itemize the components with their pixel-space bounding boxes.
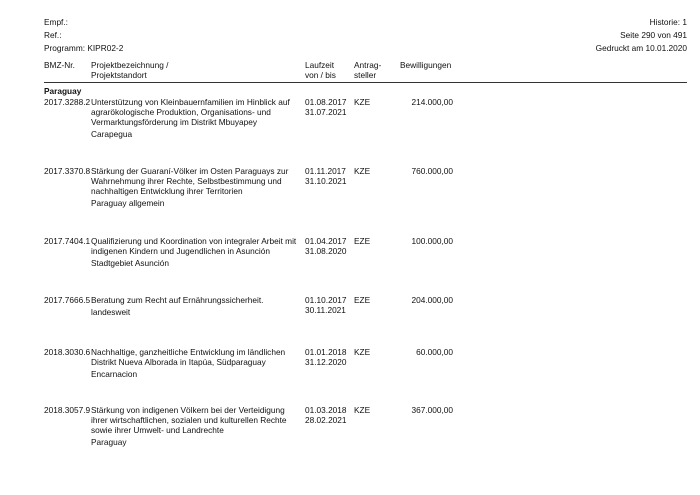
start-date: 01.03.2018 — [305, 405, 347, 415]
programm-label: Programm: KIPR02-2 — [44, 43, 124, 53]
applicant: EZE — [354, 295, 371, 305]
column-header-antrag-1: Antrag- — [354, 60, 382, 70]
applicant: KZE — [354, 405, 371, 415]
project-title: Stärkung von indigenen Völkern bei der Verteidigung ihrer wirtschaftlichen, sozialen und kulturellen Rechte sowie ihrer Umwelt- und Landrechte — [91, 405, 287, 435]
header-divider — [44, 82, 687, 83]
applicant: KZE — [354, 347, 371, 357]
column-header-bewilligungen: Bewilligungen — [400, 60, 452, 70]
start-date: 01.04.2017 — [305, 236, 347, 246]
country-heading: Paraguay — [44, 86, 82, 96]
project-location: Encarnacion — [91, 369, 138, 379]
column-header-bmz: BMZ-Nr. — [44, 60, 75, 70]
start-date: 01.11.2017 — [305, 166, 346, 176]
approved-amount: 204.000,00 — [411, 295, 453, 305]
column-header-laufzeit-1: Laufzeit — [305, 60, 335, 70]
column-header-projekt-1: Projektbezeichnung / — [91, 60, 169, 70]
bmz-number: 2017.7666.5 — [44, 295, 91, 305]
project-location: Paraguay — [91, 437, 127, 447]
project-location: landesweit — [91, 307, 131, 317]
project-title: Stärkung der Guaraní-Völker im Osten Paraguays zur Wahrnehmung ihrer Rechte, Selbstbestimmung und nachhaltigen Entwicklung ihrer Territorien — [91, 166, 289, 196]
historie-label: Historie: 1 — [649, 17, 687, 27]
bmz-number: 2017.7404.1 — [44, 236, 91, 246]
project-location: Carapegua — [91, 129, 133, 139]
empf-label: Empf.: — [44, 17, 68, 27]
bmz-number: 2017.3288.2 — [44, 97, 91, 107]
start-date: 01.08.2017 — [305, 97, 347, 107]
print-date: Gedruckt am 10.01.2020 — [595, 43, 687, 53]
project-title: Beratung zum Recht auf Ernährungssicherheit. — [91, 295, 264, 305]
column-header-projekt-2: Projektstandort — [91, 70, 147, 80]
bmz-number: 2018.3057.9 — [44, 405, 91, 415]
approved-amount: 760.000,00 — [411, 166, 453, 176]
applicant: KZE — [354, 166, 371, 176]
project-title: Nachhaltige, ganzheitliche Entwicklung im ländlichen Distrikt Nueva Alborada in Itapúa, Südparaguay — [91, 347, 286, 367]
page-counter: Seite 290 von 491 — [620, 30, 687, 40]
start-date: 01.10.2017 — [305, 295, 347, 305]
end-date: 31.08.2020 — [305, 246, 347, 256]
applicant: KZE — [354, 97, 371, 107]
project-title: Qualifizierung und Koordination von integraler Arbeit mit indigenen Kindern und Jugendlichen in Asunción — [91, 236, 297, 256]
column-header-laufzeit-2: von / bis — [305, 70, 336, 80]
end-date: 31.07.2021 — [305, 107, 347, 117]
start-date: 01.01.2018 — [305, 347, 347, 357]
column-header-antrag-2: steller — [354, 70, 377, 80]
applicant: EZE — [354, 236, 371, 246]
project-location: Stadtgebiet Asunción — [91, 258, 169, 268]
end-date: 31.10.2021 — [305, 176, 347, 186]
approved-amount: 214.000,00 — [411, 97, 453, 107]
end-date: 30.11.2021 — [305, 305, 346, 315]
bmz-number: 2017.3370.8 — [44, 166, 91, 176]
end-date: 31.12.2020 — [305, 357, 347, 367]
end-date: 28.02.2021 — [305, 415, 347, 425]
ref-label: Ref.: — [44, 30, 62, 40]
approved-amount: 60.000,00 — [416, 347, 453, 357]
approved-amount: 100.000,00 — [411, 236, 453, 246]
project-title: Unterstützung von Kleinbauernfamilien im Hinblick auf agrarökologische Produktion, Organisations- und Vermarktungsförderung im Distrikt Mbuyapey — [91, 97, 290, 127]
project-location: Paraguay allgemein — [91, 198, 165, 208]
approved-amount: 367.000,00 — [411, 405, 453, 415]
bmz-number: 2018.3030.6 — [44, 347, 91, 357]
